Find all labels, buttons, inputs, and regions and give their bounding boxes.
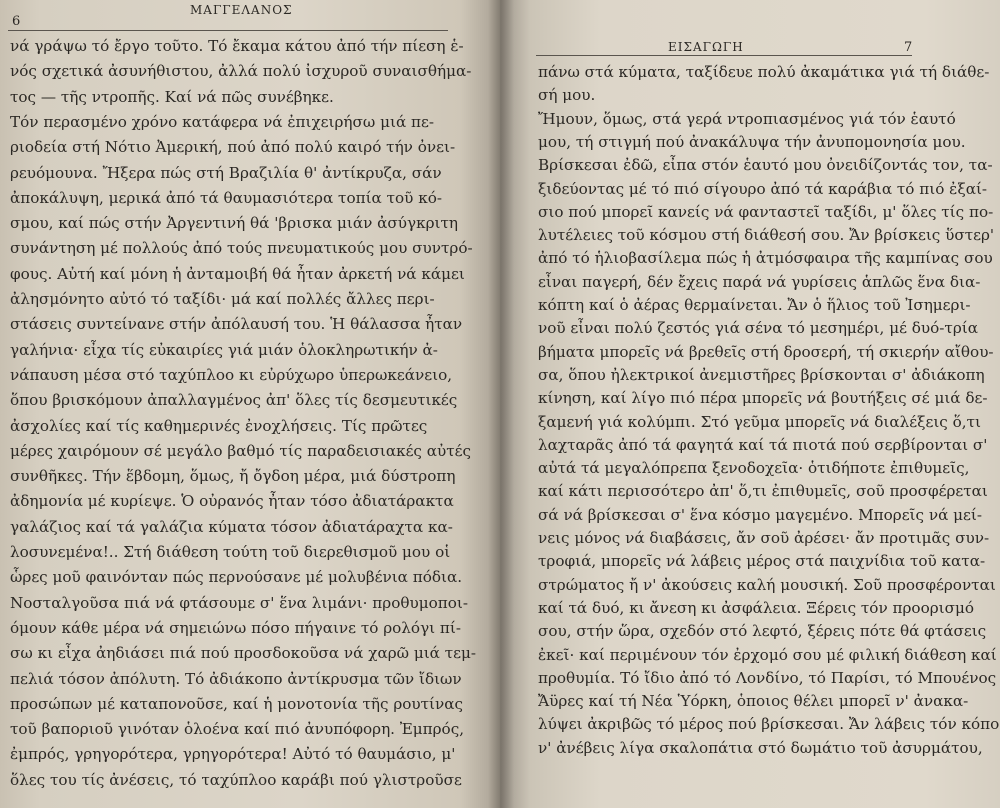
text-line: πελιά τόσον ἀπόλυτη. Τό ἀδιάκοπο ἀντίκρυσμα τῶν ἴδιων [10, 669, 462, 688]
text-line: μου, τή στιγμή πού ἀνακάλυψα τήν ἀνυπομονησία μου. [538, 132, 966, 151]
text-line: σά νά βρίσκεσαι σ' ἕνα κόσμο μαγεμένο. Μπορεῖς νά μεί- [538, 505, 982, 524]
header-rule-left [8, 30, 448, 31]
text-line: σμου, καί πώς στήν Ἀργεντινή θά 'βρισκα μιάν ἀσύγκριτη [10, 214, 458, 233]
right-page [500, 0, 1000, 808]
text-line: βήματα μπορεῖς νά βρεθεῖς στή δροσερή, τή σκιερήν αἴθου- [538, 342, 994, 361]
text-line: ν' ἀνέβεις λίγα σκαλοπάτια στό δωμάτιο τοῦ ἀσυρμάτου, [538, 738, 983, 757]
text-line: τος — τῆς ντροπῆς. Καί νά πῶς συνέβηκε. [10, 87, 334, 106]
text-line: Ἄϋρες καί τή Νέα Ὑόρκη, ὁποιος θέλει μπορεῖ ν' ἀνακα- [538, 692, 969, 711]
text-line: λαχταρᾶς ἀπό τά φαγητά καί τά πιοτά πού σερβίρονται σ' [538, 435, 988, 454]
text-line: ἀλησμόνητο αὐτό τό ταξίδι· μά καί πολλές ἄλλες περι- [10, 290, 435, 308]
text-line: σιο πού μπορεῖ κανείς νά φανταστεῖ ταξίδι, μ' ὅλες τίς πο- [538, 202, 994, 221]
text-line: νά γράψω τό ἔργο τοῦτο. Τό ἔκαμα κάτου ἀπό τήν πίεση ἑ- [10, 37, 464, 55]
text-line: ριοδεία στή Νότιο Ἀμερική, πού ἀπό πολύ καιρό τήν ὀνει- [10, 138, 456, 157]
text-line: ὅλες του τίς ἀνέσεις, τό ταχύπλοο καράβι πού γλιστροῦσε [10, 770, 462, 789]
text-line: νός σχετικά ἀσυνήθιστου, ἀλλά πολύ ἰσχυροῦ συναισθήμα- [10, 62, 472, 81]
text-line: αὐτά τά μεγαλόπρεπα ξενοδοχεῖα· ὁτιδήποτε ἐπιθυμεῖς, [538, 459, 970, 478]
text-line: λυτέλειες τοῦ κόσμου στή διάθεσή σου. Ἄν βρίσκεις ὕστερ' [538, 226, 995, 245]
text-line: λοσυνεμένα!.. Στή διάθεση τούτη τοῦ διερεθισμοῦ μου οἱ [10, 543, 451, 561]
running-head-left: ΜΑΓΓΕΛΑΝΟΣ [190, 3, 293, 17]
text-line: φους. Αὐτή καί μόνη ἡ ἀνταμοιβή θά ἦταν ἀρκετή νά κάμει [10, 264, 465, 283]
text-line: πάνω στά κύματα, ταξίδευε πολύ ἀκαμάτικα γιά τή διάθε- [538, 63, 990, 81]
text-line: κόπτη καί ὁ ἀέρας θερμαίνεται. Ἄν ὁ ἥλιος τοῦ Ἰσημερι- [538, 296, 971, 314]
text-line: λύψει ἀκριβῶς τό μέρος πού βρίσκεσαι. Ἄν λάβεις τόν κόπο [538, 715, 1000, 734]
text-line: γαλήνια· εἶχα τίς εὐκαιρίες γιά μιάν ὁλοκληρωτικήν ἀ- [10, 340, 438, 359]
text-line: συνάντηση μέ πολλούς ἀπό τούς πνευματικούς μου συντρό- [10, 239, 473, 258]
text-line: προθυμία. Τό ἴδιο ἀπό τό Λονδίνο, τό Παρίσι, τό Μπουένος [538, 668, 997, 687]
text-line: γαλάζιος καί τά γαλάζια κύματα τόσον ἀδιατάραχτα κα- [10, 517, 453, 536]
text-line: Νοσταλγοῦσα πιά νά φτάσουμε σ' ἕνα λιμάνι· προθυμοποι- [10, 593, 468, 612]
text-line: ἀποκάλυψη, μερικά ἀπό τά θαυμασιότερα τοπία τοῦ κό- [10, 188, 442, 207]
text-line: καί κάτι περισσότερο ἀπ' ὅ,τι ἐπιθυμεῖς, σοῦ προσφέρεται [538, 482, 988, 501]
text-line: νάπαυση μέσα στό ταχύπλοο κι εὐρύχωρο ὑπερωκεάνειο, [10, 365, 453, 384]
header-rule-right [536, 55, 912, 56]
text-line: Τόν περασμένο χρόνο κατάφερα νά ἐπιχειρήσω μιά πε- [10, 112, 435, 131]
text-line: στάσεις συντείνανε στήν ἀπόλαυσή του. Ἡ θάλασσα ἦταν [10, 315, 463, 334]
text-line: ἀδημονία μέ κυρίεψε. Ὁ οὐρανός ἦταν τόσο ἀδιατάρακτα [10, 492, 454, 511]
text-line: ἐκεῖ· καί περιμένουν τόν ἐρχομό σου μέ φιλική διάθεση καί [538, 645, 997, 664]
book-gutter [488, 0, 514, 808]
text-line: συνθῆκες. Τήν ἕβδομη, ὅμως, ἤ ὄγδοη μέρα, μιά δύστροπη [10, 467, 456, 486]
text-line: ρευόμουνα. Ἤξερα πώς στή Βραζιλία θ' ἀντίκρυζα, σάν [10, 163, 442, 182]
text-line: ξιδεύοντας μέ τό πιό σίγουρο ἀπό τά καράβια τό πιό ἐξαί- [538, 179, 988, 198]
page-number-left: 6 [12, 14, 21, 29]
text-line: όμουν κάθε μέρα νά σημειώνω πόσο πήγαινε τό ρολόγι πί- [10, 618, 461, 637]
text-line: καί τά δυό, κι ἄνεση κι ἀσφάλεια. Ξέρεις τόν προορισμό [538, 598, 974, 617]
text-line: εἶναι παγερή, δέν ἔχεις παρά νά γυρίσεις ἁπλῶς ἕνα δια- [538, 272, 981, 291]
text-line: σα, ὅπου ἠλεκτρικοί ἀνεμιστῆρες βρίσκονται σ' ἀδιάκοπη [538, 365, 985, 384]
text-line: ἀπό τό ἡλιοβασίλεμα πώς ἡ ἀτμόσφαιρα τῆς καμπίνας σου [538, 249, 993, 268]
text-line: σου, στήν ὥρα, σχεδόν στό λεφτό, ξέρεις πότε θά φτάσεις [538, 622, 987, 641]
text-line: προσώπων μέ καταπονοῦσε, καί ἡ μονοτονία τῆς ρουτίνας [10, 694, 463, 713]
text-line: κίνηση, καί λίγο πιό πέρα μπορεῖς νά βουτήξεις σέ μιά δε- [538, 389, 988, 408]
text-line: ἀσχολίες καί τίς καθημερινές ἐνοχλήσεις. Τίς πρῶτες [10, 416, 428, 435]
text-line: Βρίσκεσαι ἐδῶ, εἶπα στόν ἑαυτό μου ὀνειδίζοντάς τον, τα- [538, 156, 993, 175]
text-line: ὅπου βρισκόμουν ἀπαλλαγμένος ἀπ' ὅλες τίς δεσμευτικές [10, 391, 458, 410]
text-line: στρώματος ἤ ν' ἀκούσεις καλή μουσική. Σοῦ προσφέρονται [538, 575, 996, 594]
text-line: ξαμενή γιά κολύμπι. Στό γεῦμα μπορεῖς νά διαλέξεις ὅ,τι [538, 412, 981, 431]
text-line: τροφιά, μπορεῖς νά λάβεις μέρος στά παιχνίδια τοῦ κατα- [538, 552, 986, 571]
text-line: νοῦ εἶναι πολύ ζεστός γιά σένα τό μεσημέρι, μέ δυό-τρία [538, 319, 978, 338]
text-line: τοῦ βαποριοῦ γινόταν ὁλοένα καί πιό ἀνυπόφορη. Ἐμπρός, [10, 720, 465, 739]
text-line: Ἤμουν, ὅμως, στά γερά ντροπιασμένος γιά τόν ἑαυτό [538, 109, 956, 128]
text-line: ὧρες μοῦ φαινόνταν πώς περνούσανε μέ μολυβένια πόδια. [10, 568, 463, 587]
text-line: νεις μόνος νά διαβάσεις, ἄν σοῦ ἀρέσει· ἄν προτιμᾶς συν- [538, 529, 990, 547]
text-line: μέρες χαιρόμουν σέ μεγάλο βαθμό τίς παραδεισιακές αὐτές [10, 441, 472, 460]
running-head-right: ΕΙΣΑΓΩΓΗ [668, 40, 744, 54]
text-line: σω κι εἶχα ἀηδιάσει πιά πού προσδοκοῦσα νά χαρῶ μιά τεμ- [10, 644, 477, 663]
text-line: σή μου. [538, 86, 596, 105]
page-number-right: 7 [904, 40, 913, 55]
text-line: ἐμπρός, γρηγορότερα, γρηγορότερα! Αὐτό τό θαυμάσιο, μ' [10, 745, 456, 764]
